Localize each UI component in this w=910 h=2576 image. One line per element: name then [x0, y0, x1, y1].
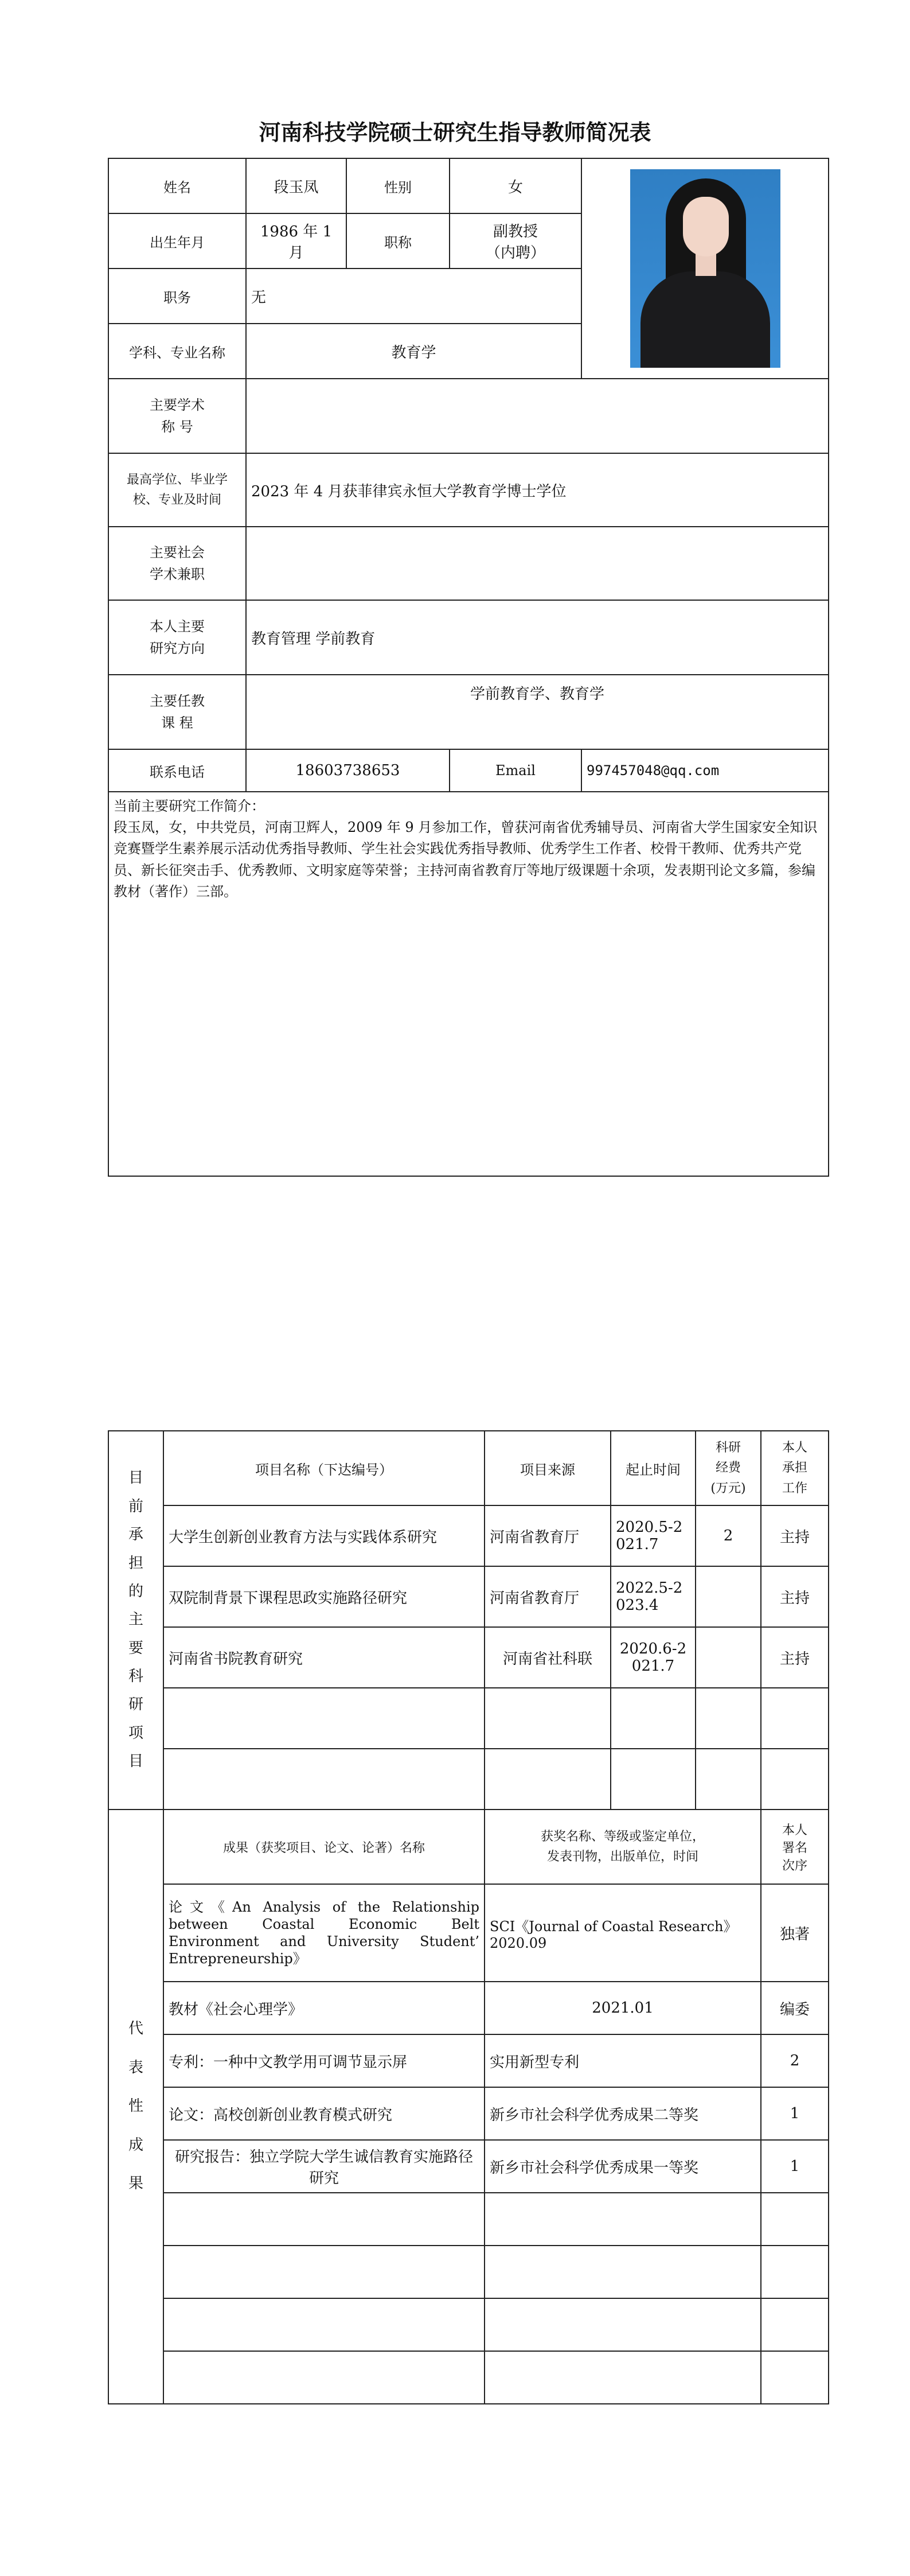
achievement-name: 论文《An Analysis of the Relationship between Coastal Economic Belt Environment and University Student’ Entrepreneurship》 [163, 1884, 485, 1982]
project-period: 2020.5-2021.7 [611, 1505, 696, 1566]
photo-cell [581, 158, 829, 379]
social-value [246, 527, 829, 600]
projects-side-label: 目 前 承 担 的 主 要 科 研 项 目 [108, 1431, 163, 1810]
table-row [108, 2034, 829, 2087]
project-role: 主持 [761, 1505, 829, 1566]
achievements-header-rank: 本人 署名 次序 [761, 1810, 829, 1884]
project-role [761, 1688, 829, 1749]
research-label [108, 600, 246, 675]
achievement-award: 2021.01 [485, 1982, 761, 2034]
achievements-side-label: 代 表 性 成 果 [108, 1810, 163, 2404]
intro-heading: 当前主要研究工作简介： [114, 798, 265, 814]
project-role [761, 1749, 829, 1810]
achievement-rank [761, 2193, 829, 2246]
table-row [108, 1566, 829, 1627]
projects-header-source: 项目来源 [485, 1431, 611, 1505]
birth-label: 出生年月 [108, 213, 246, 269]
project-source: 河南省社科联 [485, 1627, 611, 1688]
project-name [163, 1688, 485, 1749]
rank-value-line1: 副教授 [493, 223, 538, 240]
achievement-rank: 编委 [761, 1982, 829, 2034]
email-value: 997457048@qq.com [581, 749, 829, 792]
social-label-line1: 主要社会 [150, 544, 205, 561]
titles-label [108, 379, 246, 453]
achievement-rank: 独著 [761, 1884, 829, 1982]
courses-label [108, 675, 246, 749]
projects-achievements-table [108, 1430, 829, 2404]
achievement-name: 论文：高校创新创业教育模式研究 [163, 2087, 485, 2140]
profile-table [108, 158, 829, 1177]
achievement-award [485, 2351, 761, 2404]
degree-label [108, 453, 246, 527]
degree-label-line1: 最高学位、毕业学 [126, 472, 228, 487]
project-period: 2020.6-2021.7 [611, 1627, 696, 1688]
table-row [108, 1688, 829, 1749]
table-row [108, 1505, 829, 1566]
achievement-name: 研究报告：独立学院大学生诚信教育实施路径研究 [163, 2140, 485, 2193]
projects-header-role: 本人 承担 工作 [761, 1431, 829, 1505]
project-name [163, 1749, 485, 1810]
project-funding [696, 1566, 761, 1627]
achievement-name [163, 2246, 485, 2298]
titles-label-line2: 称 号 [161, 419, 193, 435]
degree-label-line2: 校、专业及时间 [132, 493, 221, 507]
achievements-header-name: 成果（获奖项目、论文、论著）名称 [163, 1810, 485, 1884]
achievement-award: SCI《Journal of Coastal Research》2020.09 [485, 1884, 761, 1982]
project-source: 河南省教育厅 [485, 1566, 611, 1627]
gender-value: 女 [450, 158, 581, 213]
birth-value: 1986 年 1 月 [246, 213, 346, 269]
form-title: 河南科技学院硕士研究生指导教师简况表 [259, 120, 651, 145]
achievement-rank: 2 [761, 2034, 829, 2087]
research-label-line2: 研究方向 [150, 640, 205, 656]
project-period: 2022.5-2023.4 [611, 1566, 696, 1627]
rank-value [450, 213, 581, 269]
achievement-award: 新乡市社会科学优秀成果二等奖 [485, 2087, 761, 2140]
table-row [108, 1749, 829, 1810]
courses-label-line2: 课 程 [161, 715, 193, 731]
achievements-header-award: 获奖名称、等级或鉴定单位， 发表刊物，出版单位，时间 [485, 1810, 761, 1884]
project-funding [696, 1688, 761, 1749]
project-name: 河南省书院教育研究 [163, 1627, 485, 1688]
achievement-award [485, 2246, 761, 2298]
achievement-name [163, 2193, 485, 2246]
courses-value: 学前教育学、教育学 [246, 675, 829, 749]
social-label-line2: 学术兼职 [150, 566, 205, 582]
achievement-award: 新乡市社会科学优秀成果一等奖 [485, 2140, 761, 2193]
rank-value-line2: （内聘） [485, 244, 545, 262]
project-name: 大学生创新创业教育方法与实践体系研究 [163, 1505, 485, 1566]
table-row [108, 2140, 829, 2193]
email-label: Email [450, 749, 581, 792]
gender-label: 性别 [346, 158, 450, 213]
achievement-rank [761, 2298, 829, 2351]
achievement-rank: 1 [761, 2140, 829, 2193]
phone-label: 联系电话 [108, 749, 246, 792]
research-value: 教育管理 学前教育 [246, 600, 829, 675]
courses-label-line1: 主要任教 [150, 692, 205, 709]
table-row [108, 2087, 829, 2140]
project-period [611, 1749, 696, 1810]
projects-header-funding: 科研 经费 (万元) [696, 1431, 761, 1505]
project-funding [696, 1749, 761, 1810]
name-value: 段玉凤 [246, 158, 346, 213]
achievement-name [163, 2351, 485, 2404]
project-source [485, 1749, 611, 1810]
portrait-photo-icon [630, 169, 780, 368]
project-period [611, 1688, 696, 1749]
research-intro [108, 792, 829, 1176]
achievement-rank [761, 2246, 829, 2298]
titles-label-line1: 主要学术 [150, 396, 205, 413]
titles-value [246, 379, 829, 453]
table-row [108, 1982, 829, 2034]
project-name: 双院制背景下课程思政实施路径研究 [163, 1566, 485, 1627]
degree-value: 2023 年 4 月获菲律宾永恒大学教育学博士学位 [246, 453, 829, 527]
project-funding [696, 1627, 761, 1688]
project-role: 主持 [761, 1566, 829, 1627]
table-row [108, 1627, 829, 1688]
table-row [108, 1884, 829, 1982]
table-row [108, 2351, 829, 2404]
rank-label: 职称 [346, 213, 450, 269]
achievement-name [163, 2298, 485, 2351]
major-value: 教育学 [246, 324, 581, 379]
table-row [108, 2193, 829, 2246]
projects-header-period: 起止时间 [611, 1431, 696, 1505]
post-value: 无 [246, 269, 581, 324]
achievement-name: 教材《社会心理学》 [163, 1982, 485, 2034]
post-label: 职务 [108, 269, 246, 324]
achievement-award [485, 2193, 761, 2246]
project-source: 河南省教育厅 [485, 1505, 611, 1566]
achievement-award: 实用新型专利 [485, 2034, 761, 2087]
achievement-rank: 1 [761, 2087, 829, 2140]
phone-value: 18603738653 [246, 749, 450, 792]
research-label-line1: 本人主要 [150, 618, 205, 635]
intro-text: 段玉凤，女，中共党员，河南卫辉人，2009 年 9 月参加工作，曾获河南省优秀辅导员、河南省大学生国家安全知识竞赛暨学生素养展示活动优秀指导教师、学生社会实践优秀指导教师、优秀学生工作者、校骨干教师、优秀共产党员、新长征突击手、优秀教师、文明家庭等荣誉；主持河南省教育厅等地厅级课题十余项，发表期刊论文多篇，参编教材（著作）三部。 [114, 819, 818, 900]
project-role: 主持 [761, 1627, 829, 1688]
table-row [108, 2246, 829, 2298]
achievement-award [485, 2298, 761, 2351]
table-row [108, 2298, 829, 2351]
social-label [108, 527, 246, 600]
major-label: 学科、专业名称 [108, 324, 246, 379]
project-funding: 2 [696, 1505, 761, 1566]
projects-header-name: 项目名称（下达编号） [163, 1431, 485, 1505]
name-label: 姓名 [108, 158, 246, 213]
achievement-name: 专利：一种中文教学用可调节显示屏 [163, 2034, 485, 2087]
achievement-rank [761, 2351, 829, 2404]
project-source [485, 1688, 611, 1749]
